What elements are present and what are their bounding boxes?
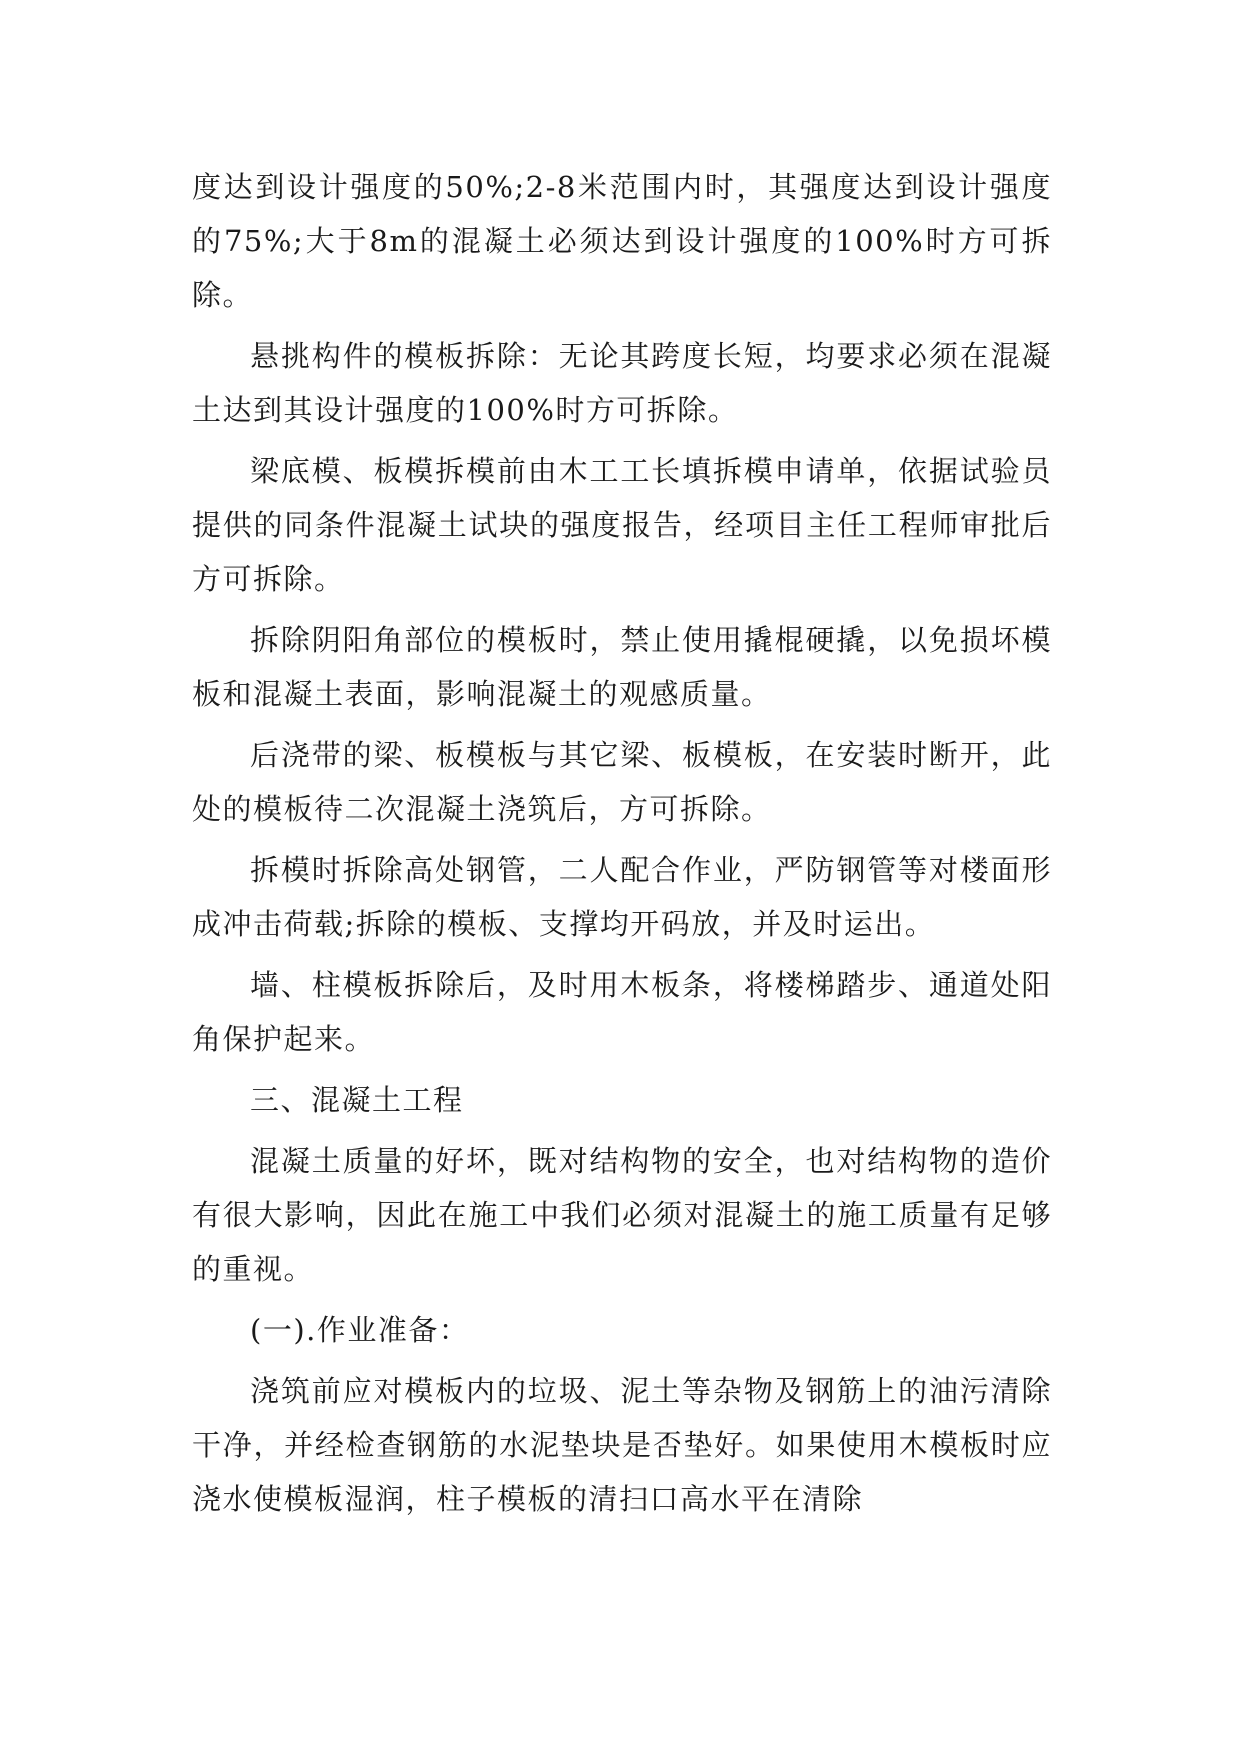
subsection-heading-preparation: (一).作业准备： <box>250 1313 470 1347</box>
paragraph-corner-formwork: 拆除阴阳角部位的模板时，禁止使用撬棍硬撬，以免损坏模板和混凝土表面，影响混凝土的观感质量。 <box>192 623 1052 711</box>
paragraph-removal-application: 梁底模、板模拆模前由木工工长填拆模申请单，依据试验员提供的同条件混凝土试块的强度报告，经项目主任工程师审批后方可拆除。 <box>192 454 1052 596</box>
document-body <box>192 160 1052 1533</box>
paragraph-pre-pour-cleaning: 浇筑前应对模板内的垃圾、泥土等杂物及钢筋上的油污清除干净，并经检查钢筋的水泥垫块是否垫好。如果使用木模板时应浇水使模板湿润，柱子模板的清扫口高水平在清除 <box>192 1374 1052 1516</box>
paragraph-concrete-quality: 混凝土质量的好坏，既对结构物的安全，也对结构物的造价有很大影响，因此在施工中我们必须对混凝土的施工质量有足够的重视。 <box>192 1144 1052 1286</box>
paragraph-corner-protection: 墙、柱模板拆除后，及时用木板条，将楼梯踏步、通道处阳角保护起来。 <box>192 968 1052 1056</box>
paragraph-post-cast-strip: 后浇带的梁、板模板与其它梁、板模板，在安装时断开，此处的模板待二次混凝土浇筑后，方可拆除。 <box>192 738 1052 826</box>
paragraph-steel-pipe-removal: 拆模时拆除高处钢管，二人配合作业，严防钢管等对楼面形成冲击荷载;拆除的模板、支撑均开码放，并及时运出。 <box>192 853 1052 941</box>
paragraph-continued: 度达到设计强度的50%;2-8米范围内时，其强度达到设计强度的75%;大于8m的混凝土必须达到设计强度的100%时方可拆除。 <box>192 170 1052 312</box>
section-heading-concrete: 三、混凝土工程 <box>250 1083 464 1117</box>
paragraph-cantilever-formwork: 悬挑构件的模板拆除：无论其跨度长短，均要求必须在混凝土达到其设计强度的100%时方可拆除。 <box>192 339 1052 427</box>
